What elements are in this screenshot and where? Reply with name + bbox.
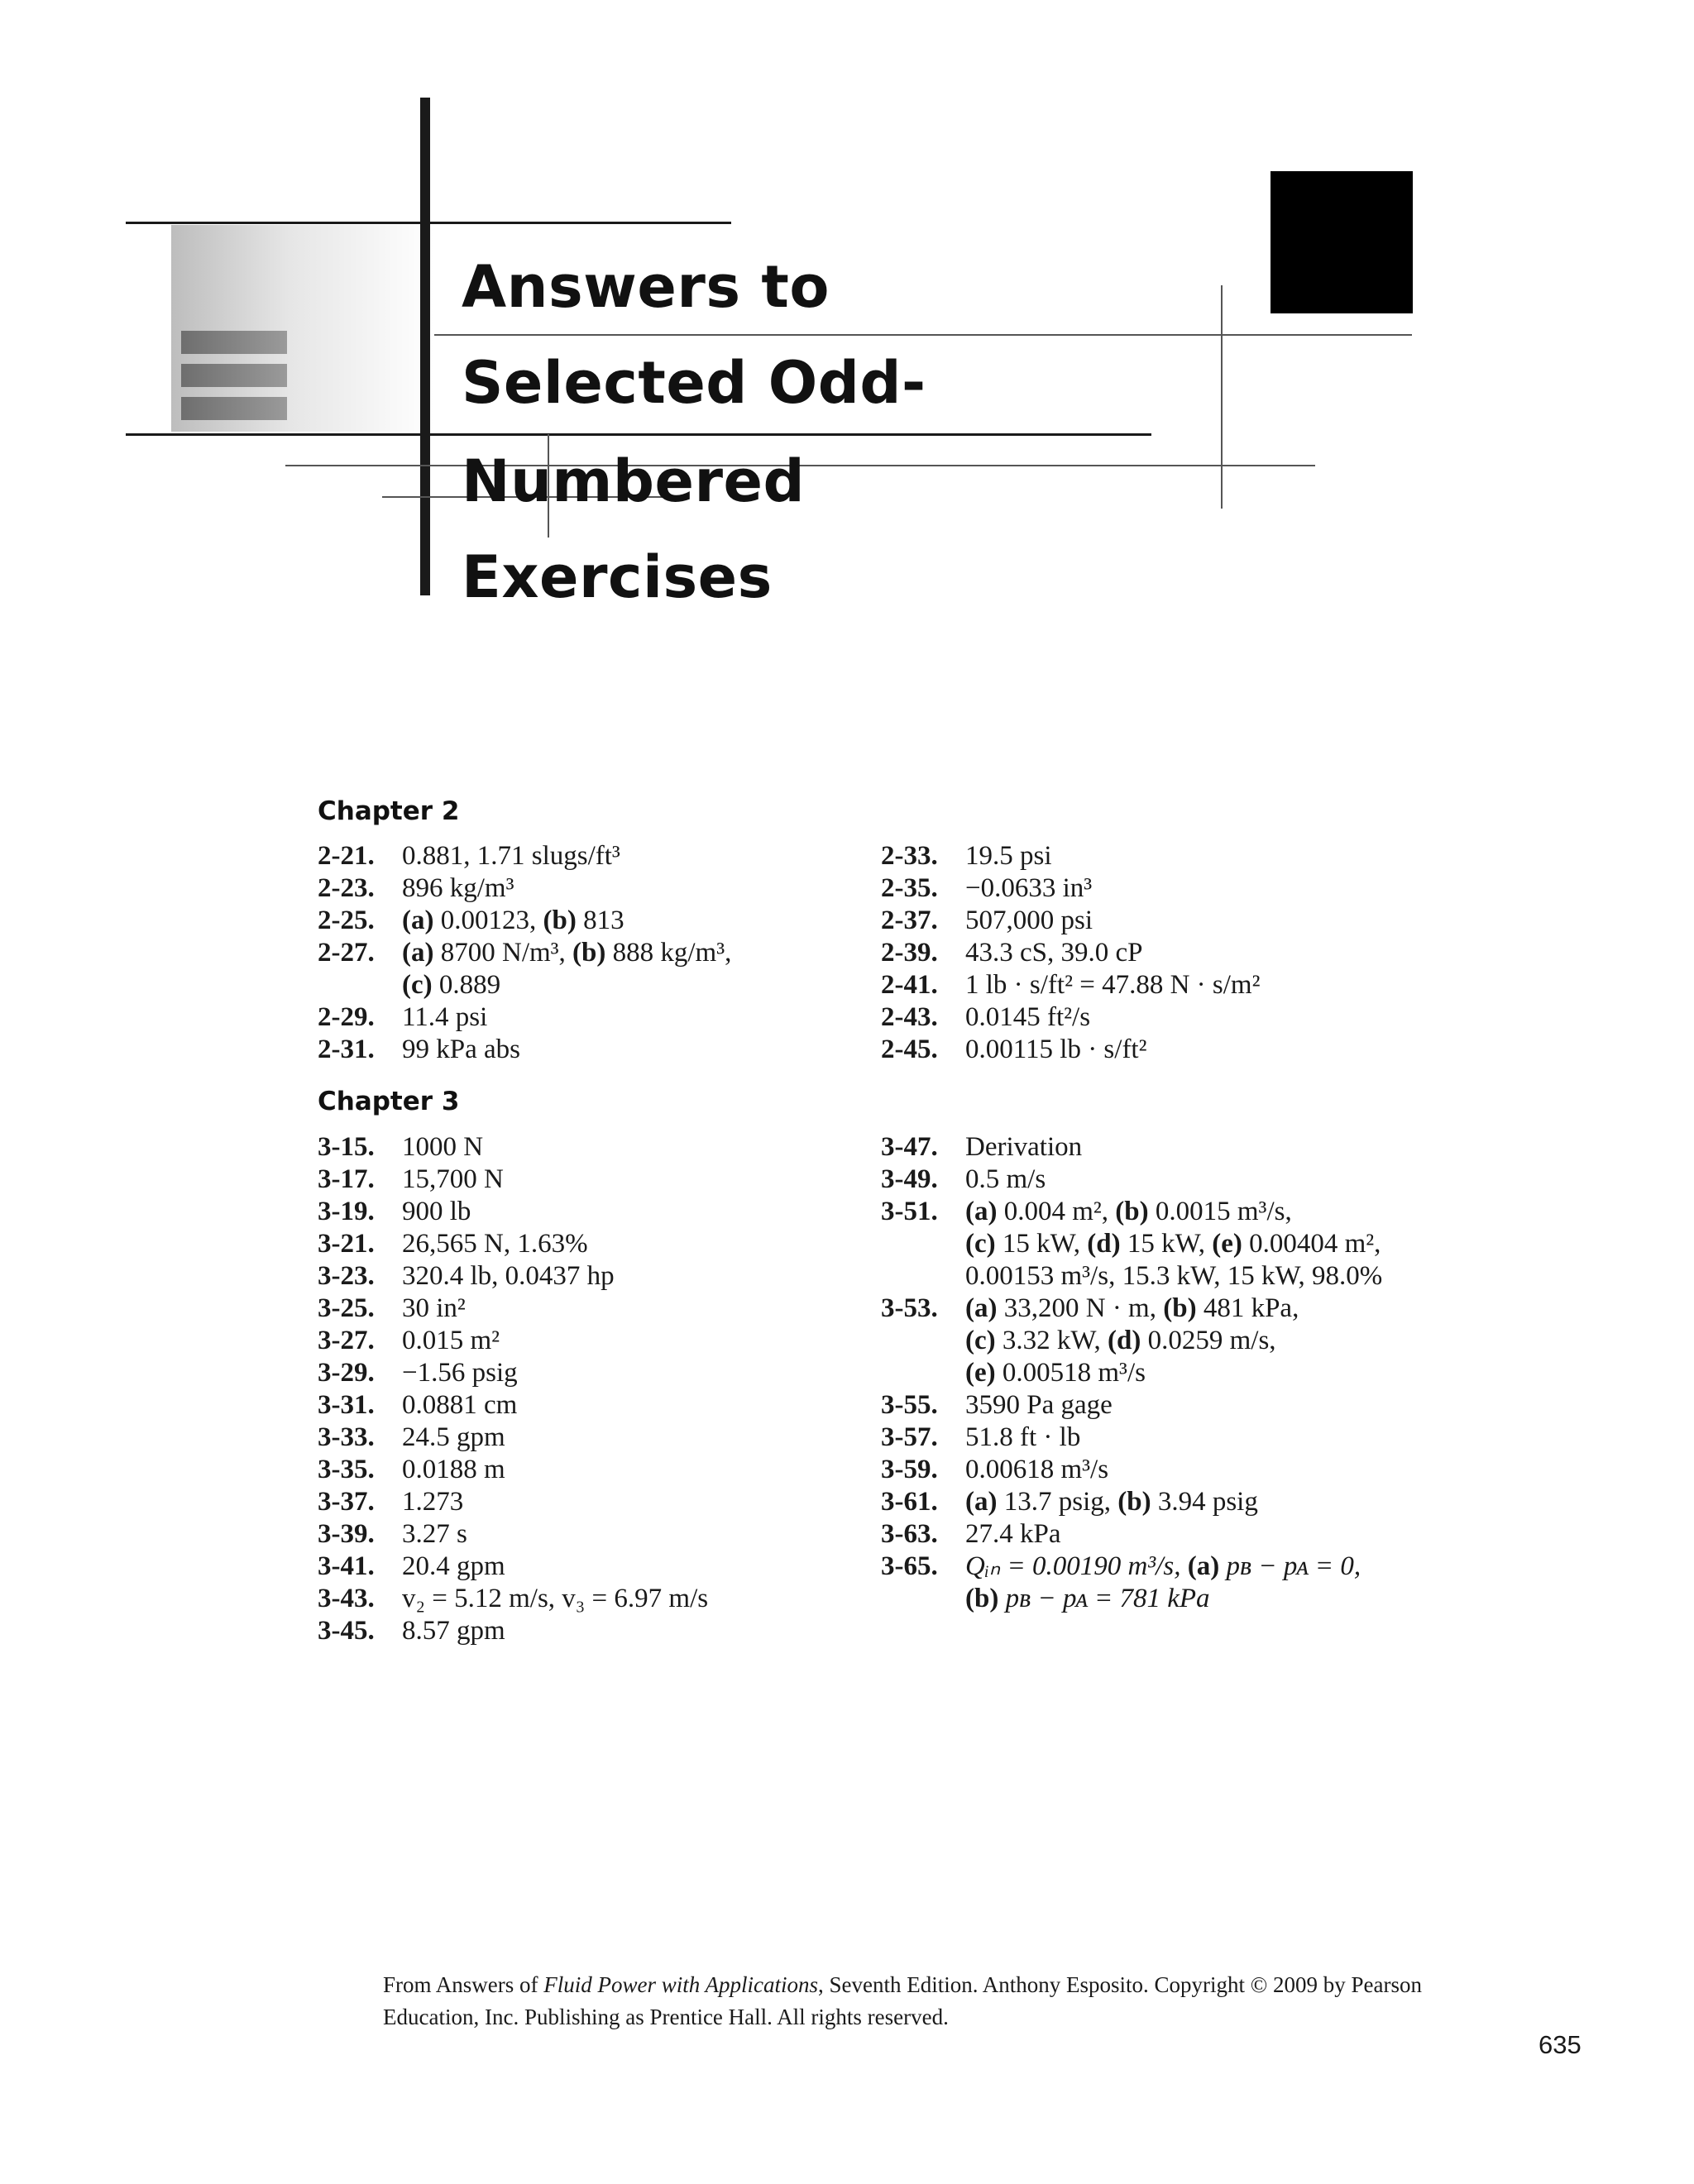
answer-row: 3-61. (a) 13.7 psig, (b) 3.94 psig bbox=[881, 1487, 1258, 1517]
answer-continuation: (b) pʙ − pᴀ = 781 kPa bbox=[965, 1584, 1210, 1613]
answer-row: 3-59. 0.00618 m³/s bbox=[881, 1455, 1109, 1484]
answer-row: 3-41. 20.4 gpm bbox=[318, 1551, 505, 1581]
answer-row: 3-57. 51.8 ft · lb bbox=[881, 1422, 1081, 1452]
page-number: 635 bbox=[1538, 2030, 1582, 2059]
title-line-3: Numbered bbox=[462, 447, 806, 515]
answer-row: 2-33. 19.5 psi bbox=[881, 841, 1052, 871]
answer-row: 3-15. 1000 N bbox=[318, 1132, 484, 1162]
answer-continuation: (c) 15 kW, (d) 15 kW, (e) 0.00404 m², bbox=[965, 1229, 1381, 1259]
chapter-2-heading: Chapter 2 bbox=[318, 796, 460, 826]
answer-continuation: (c) 0.889 bbox=[402, 970, 501, 1000]
answer-row: 3-29. −1.56 psig bbox=[318, 1358, 518, 1388]
answer-row: 3-55. 3590 Pa gage bbox=[881, 1390, 1113, 1420]
answer-row: 3-43. v₂ = 5.12 m/s, v₃ = 6.97 m/s bbox=[318, 1584, 709, 1613]
chapter-3-left-column bbox=[318, 1131, 847, 1647]
title-line-2: Selected Odd- bbox=[462, 349, 926, 417]
chapter-3-right-column bbox=[881, 1131, 1460, 1615]
header-bar-2 bbox=[181, 364, 287, 387]
header-rule-top bbox=[126, 222, 731, 224]
answer-row: 3-51. (a) 0.004 m², (b) 0.0015 m³/s, bbox=[881, 1197, 1292, 1226]
answer-row: 3-65. Qᵢₙ = 0.00190 m³/s, (a) pʙ − pᴀ = 0, bbox=[881, 1551, 1361, 1581]
answer-continuation: (e) 0.00518 m³/s bbox=[965, 1358, 1146, 1388]
answer-row: 3-27. 0.015 m² bbox=[318, 1326, 500, 1355]
answer-row: 3-37. 1.273 bbox=[318, 1487, 464, 1517]
header-rule-mid bbox=[126, 433, 1151, 436]
answer-row: 3-63. 27.4 kPa bbox=[881, 1519, 1061, 1549]
header-rule-right bbox=[434, 334, 1412, 336]
answer-row: 3-49. 0.5 m/s bbox=[881, 1164, 1046, 1194]
answer-row: 2-41. 1 lb · s/ft² = 47.88 N · s/m² bbox=[881, 970, 1261, 1000]
answer-row: 2-23. 896 kg/m³ bbox=[318, 873, 514, 903]
answer-row: 3-47. Derivation bbox=[881, 1132, 1083, 1162]
header-bar-1 bbox=[181, 331, 287, 354]
answer-row: 2-21. 0.881, 1.71 slugs/ft³ bbox=[318, 841, 620, 871]
answer-row: 3-33. 24.5 gpm bbox=[318, 1422, 505, 1452]
answer-continuation: (c) 3.32 kW, (d) 0.0259 m/s, bbox=[965, 1326, 1276, 1355]
header-bar-3 bbox=[181, 397, 287, 420]
chapter-3-heading: Chapter 3 bbox=[318, 1087, 460, 1116]
chapter-2-left-column bbox=[318, 840, 847, 1066]
answer-continuation: 0.00153 m³/s, 15.3 kW, 15 kW, 98.0% bbox=[965, 1261, 1383, 1291]
answer-row: 2-27. (a) 8700 N/m³, (b) 888 kg/m³, bbox=[318, 938, 732, 968]
answer-row: 2-45. 0.00115 lb · s/ft² bbox=[881, 1035, 1147, 1064]
chapter-2-right-column bbox=[881, 840, 1410, 1066]
answer-row: 3-45. 8.57 gpm bbox=[318, 1616, 505, 1646]
answer-row: 3-35. 0.0188 m bbox=[318, 1455, 505, 1484]
answer-row: 2-37. 507,000 psi bbox=[881, 906, 1093, 935]
header-vertical-right bbox=[1221, 285, 1223, 509]
answer-row: 2-25. (a) 0.00123, (b) 813 bbox=[318, 906, 624, 935]
header-black-square bbox=[1270, 171, 1413, 313]
answer-row: 2-43. 0.0145 ft²/s bbox=[881, 1002, 1091, 1032]
answer-row: 3-23. 320.4 lb, 0.0437 hp bbox=[318, 1261, 615, 1291]
answer-row: 2-31. 99 kPa abs bbox=[318, 1035, 520, 1064]
answer-row: 3-19. 900 lb bbox=[318, 1197, 471, 1226]
title-line-4: Exercises bbox=[462, 543, 773, 611]
answer-row: 3-25. 30 in² bbox=[318, 1293, 466, 1323]
answer-row: 3-53. (a) 33,200 N · m, (b) 481 kPa, bbox=[881, 1293, 1299, 1323]
answer-row: 2-39. 43.3 cS, 39.0 cP bbox=[881, 938, 1143, 968]
answer-row: 2-35. −0.0633 in³ bbox=[881, 873, 1093, 903]
answer-row: 3-39. 3.27 s bbox=[318, 1519, 467, 1549]
answer-row: 2-29. 11.4 psi bbox=[318, 1002, 488, 1032]
title-line-1: Answers to bbox=[462, 253, 830, 321]
answer-row: 3-21. 26,565 N, 1.63% bbox=[318, 1229, 588, 1259]
answer-row: 3-17. 15,700 N bbox=[318, 1164, 504, 1194]
header-vertical-bar bbox=[420, 98, 430, 595]
copyright-footer: From Answers of Fluid Power with Applications, Seventh Edition. Anthony Esposito. Copyright © 2009 by Pearson Education, Inc. Publishing as Prentice Hall. All rights reserved. bbox=[383, 1972, 1423, 2029]
answer-row: 3-31. 0.0881 cm bbox=[318, 1390, 518, 1420]
